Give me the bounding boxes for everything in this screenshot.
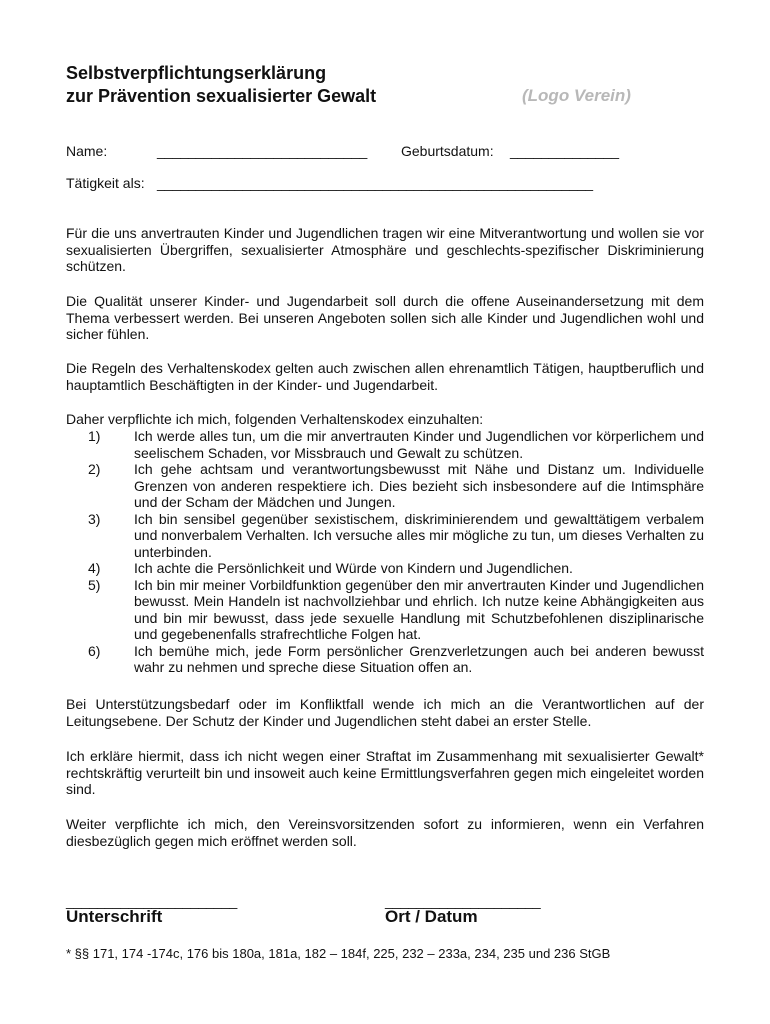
document-title (66, 62, 376, 108)
list-item-number: 4) (88, 560, 101, 576)
list-item-number: 2) (88, 461, 101, 477)
list-item-text: Ich gehe achtsam und verantwortungsbewusst mit Nähe und Distanz um. Individuelle Grenzen von anderen respektiere ich. Dies bezieht sich insbesondere auf die Intimsphäre und der Scham der Mädchen und Jungen. (134, 461, 704, 510)
list-item-number: 6) (88, 642, 101, 659)
list-item-number: 3) (88, 510, 101, 527)
list-item (66, 461, 704, 511)
list-item-text: Ich bin sensibel gegenüber sexistischem, diskriminierendem und gewalttätigem verbalem und nonverbalem Verhalten. Ich versuche alles mir mögliche zu tun, um dieses Verhalten zu unterbinden. (134, 510, 704, 560)
list-item-text: Ich werde alles tun, um die mir anvertrauten Kinder und Jugendlichen vor körperlichem und seelischem Schaden, vor Missbrauch und Gewalt zu schützen. (134, 428, 704, 461)
title-line-2: zur Prävention sexualisierter Gewalt (66, 86, 377, 106)
list-item-number: 5) (88, 576, 101, 593)
code-of-conduct-list (66, 428, 704, 676)
list-item (66, 577, 704, 643)
place-date-line: ____________________ (385, 893, 541, 909)
list-item-number: 1) (88, 428, 101, 444)
activity-label: Tätigkeit als: (66, 175, 145, 191)
activity-blank: ________________________________________________________ (157, 175, 594, 191)
paragraph-declaration: Ich erkläre hiermit, dass ich nicht wegen einer Straftat im Zusammenhang mit sexualisierter Gewalt* rechtskräftig verurteilt bin und insoweit auch keine Ermittlungsverfahren gegen mich eingeleitet worden sind. (66, 748, 704, 797)
paragraph-commitment-intro: Daher verpflichte ich mich, folgenden Verhaltenskodex einzuhalten: (66, 411, 484, 427)
paragraph-support: Bei Unterstützungsbedarf oder im Konfliktfall wende ich mich an die Verantwortlichen auf der Leitungsebene. Der Schutz der Kinder und Jugendlichen steht dabei an erster Stelle. (66, 696, 704, 729)
signature-label: Unterschrift (66, 907, 163, 926)
list-item (66, 428, 704, 461)
logo-placeholder: (Logo Verein) (522, 86, 631, 105)
paragraph-responsibility: Für die uns anvertrauten Kinder und Jugendlichen tragen wir eine Mitverantwortung und wollen sie vor sexualisierten Übergriffen, sexualisierter Atmosphäre und geschlechts-spezifischer Diskriminierung schützen. (66, 225, 704, 274)
footnote: * §§ 171, 174 -174c, 176 bis 180a, 181a, 182 – 184f, 225, 232 – 233a, 234, 235 und 236 StGB (66, 946, 611, 961)
list-item-text: Ich achte die Persönlichkeit und Würde von Kindern und Jugendlichen. (134, 560, 573, 576)
birthdate-blank: ______________ (510, 143, 620, 159)
paragraph-notification: Weiter verpflichte ich mich, den Vereinsvorsitzenden sofort zu informieren, wenn ein Verfahren diesbezüglich gegen mich eröffnet werden soll. (66, 816, 704, 849)
list-item (66, 511, 704, 561)
signature-line: ______________________ (66, 893, 238, 909)
list-item-text: Ich bin mir meiner Vorbildfunktion gegenüber den mir anvertrauten Kinder und Jugendlichen bewusst. Mein Handeln ist nachvollziehbar und ehrlich. Ich nutze keine Abhängigkeiten aus und bin mir bewusst, dass jede sexuelle Handlung mit Schutzbefohlenen disziplinarische und gegebenenfalls strafrechtliche Folgen hat. (134, 576, 704, 642)
paragraph-quality: Die Qualität unserer Kinder- und Jugendarbeit soll durch die offene Auseinandersetzung mit dem Thema verbessert werden. Bei unseren Angeboten sollen sich alle Kinder und Jugendlichen wohl und sicher fühlen. (66, 293, 704, 342)
birthdate-label: Geburtsdatum: (401, 143, 494, 159)
list-item-text: Ich bemühe mich, jede Form persönlicher Grenzverletzungen auch bei anderen bewusst wahr zu nehmen und spreche diese Situation offen an. (134, 642, 704, 675)
name-blank: ___________________________ (157, 143, 368, 159)
list-item (66, 560, 704, 577)
paragraph-rules-scope: Die Regeln des Verhaltenskodex gelten auch zwischen allen ehrenamtlich Tätigen, hauptberuflich und hauptamtlich Beschäftigten in der Kinder- und Jugendarbeit. (66, 360, 704, 393)
list-item (66, 643, 704, 676)
title-line-1: Selbstverpflichtungserklärung (66, 63, 327, 83)
name-label: Name: (66, 143, 108, 159)
place-date-label: Ort / Datum (385, 907, 478, 926)
